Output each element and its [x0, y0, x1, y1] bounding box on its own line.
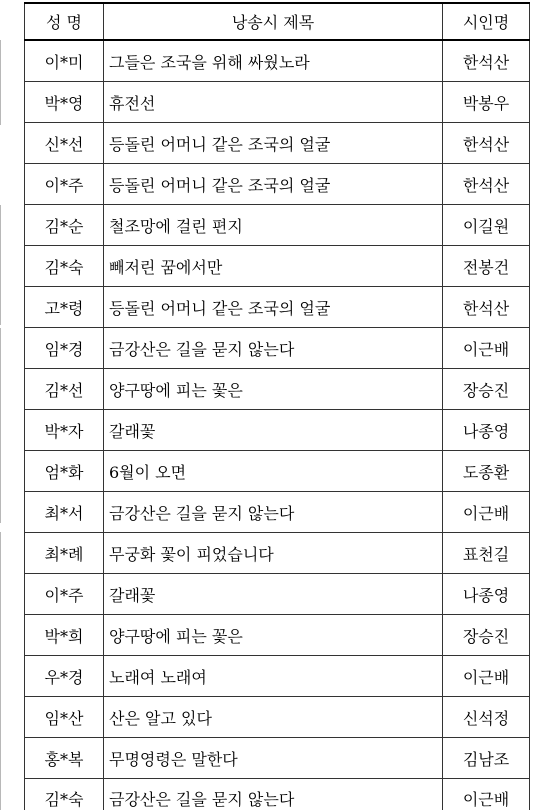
poet-name: 이근배 [443, 328, 530, 369]
poet-name: 이근배 [443, 492, 530, 533]
poem-title: 금강산은 길을 묻지 않는다 [104, 492, 443, 533]
reciter-name: 최*서 [25, 492, 104, 533]
table-row [25, 123, 530, 164]
reciter-name: 신*선 [25, 123, 104, 164]
poem-title: 금강산은 길을 묻지 않는다 [104, 779, 443, 810]
header-name: 성 명 [25, 3, 104, 40]
table-row [25, 738, 530, 779]
reciter-name: 김*순 [25, 205, 104, 246]
reciter-name: 고*령 [25, 287, 104, 328]
reciter-name: 엄*화 [25, 451, 104, 492]
poet-name: 신석정 [443, 697, 530, 738]
table-header-row [25, 3, 530, 40]
table-row [25, 82, 530, 123]
poet-name: 표천길 [443, 533, 530, 574]
poem-recitation-table [24, 2, 530, 810]
table-row [25, 40, 530, 82]
table-row [25, 410, 530, 451]
poet-name: 도종환 [443, 451, 530, 492]
table-row [25, 164, 530, 205]
poet-name: 한석산 [443, 123, 530, 164]
poem-title: 갈래꽃 [104, 574, 443, 615]
poet-name: 전봉건 [443, 246, 530, 287]
poem-title: 갈래꽃 [104, 410, 443, 451]
poet-name: 김남조 [443, 738, 530, 779]
reciter-name: 임*산 [25, 697, 104, 738]
poem-title: 양구땅에 피는 꽃은 [104, 369, 443, 410]
reciter-name: 최*례 [25, 533, 104, 574]
left-margin-rule [0, 0, 1, 810]
poem-title: 무궁화 꽃이 피었습니다 [104, 533, 443, 574]
reciter-name: 이*미 [25, 40, 104, 82]
table-row [25, 697, 530, 738]
poet-name: 나종영 [443, 574, 530, 615]
reciter-name: 우*경 [25, 656, 104, 697]
reciter-name: 박*영 [25, 82, 104, 123]
header-poet: 시인명 [443, 3, 530, 40]
table-row [25, 451, 530, 492]
table-row [25, 492, 530, 533]
table-row [25, 779, 530, 810]
poet-name: 장승진 [443, 369, 530, 410]
reciter-name: 김*선 [25, 369, 104, 410]
reciter-name: 홍*복 [25, 738, 104, 779]
poem-title: 무명영령은 말한다 [104, 738, 443, 779]
poet-name: 한석산 [443, 40, 530, 82]
poem-title: 산은 알고 있다 [104, 697, 443, 738]
poem-title: 6월이 오면 [104, 451, 443, 492]
table-row [25, 656, 530, 697]
poet-name: 이근배 [443, 779, 530, 810]
table-row [25, 615, 530, 656]
poem-title: 등돌린 어머니 같은 조국의 얼굴 [104, 164, 443, 205]
table-row [25, 287, 530, 328]
poem-title: 휴전선 [104, 82, 443, 123]
table-row [25, 574, 530, 615]
table-row [25, 246, 530, 287]
poet-name: 한석산 [443, 164, 530, 205]
table-row [25, 328, 530, 369]
header-poem-title: 낭송시 제목 [104, 3, 443, 40]
poet-name: 이근배 [443, 656, 530, 697]
reciter-name: 이*주 [25, 164, 104, 205]
reciter-name: 박*희 [25, 615, 104, 656]
poet-name: 한석산 [443, 287, 530, 328]
poem-title: 등돌린 어머니 같은 조국의 얼굴 [104, 287, 443, 328]
table-row [25, 369, 530, 410]
poem-title: 철조망에 걸린 편지 [104, 205, 443, 246]
reciter-name: 김*숙 [25, 779, 104, 810]
reciter-name: 이*주 [25, 574, 104, 615]
poem-title: 그들은 조국을 위해 싸웠노라 [104, 40, 443, 82]
reciter-name: 김*숙 [25, 246, 104, 287]
poet-name: 이길원 [443, 205, 530, 246]
poem-title: 등돌린 어머니 같은 조국의 얼굴 [104, 123, 443, 164]
poem-title: 빼저린 꿈에서만 [104, 246, 443, 287]
reciter-name: 박*자 [25, 410, 104, 451]
poem-title: 금강산은 길을 묻지 않는다 [104, 328, 443, 369]
reciter-name: 임*경 [25, 328, 104, 369]
poet-name: 나종영 [443, 410, 530, 451]
poet-name: 장승진 [443, 615, 530, 656]
poem-title: 양구땅에 피는 꽃은 [104, 615, 443, 656]
poem-title: 노래여 노래여 [104, 656, 443, 697]
table-row [25, 205, 530, 246]
poet-name: 박봉우 [443, 82, 530, 123]
table-row [25, 533, 530, 574]
